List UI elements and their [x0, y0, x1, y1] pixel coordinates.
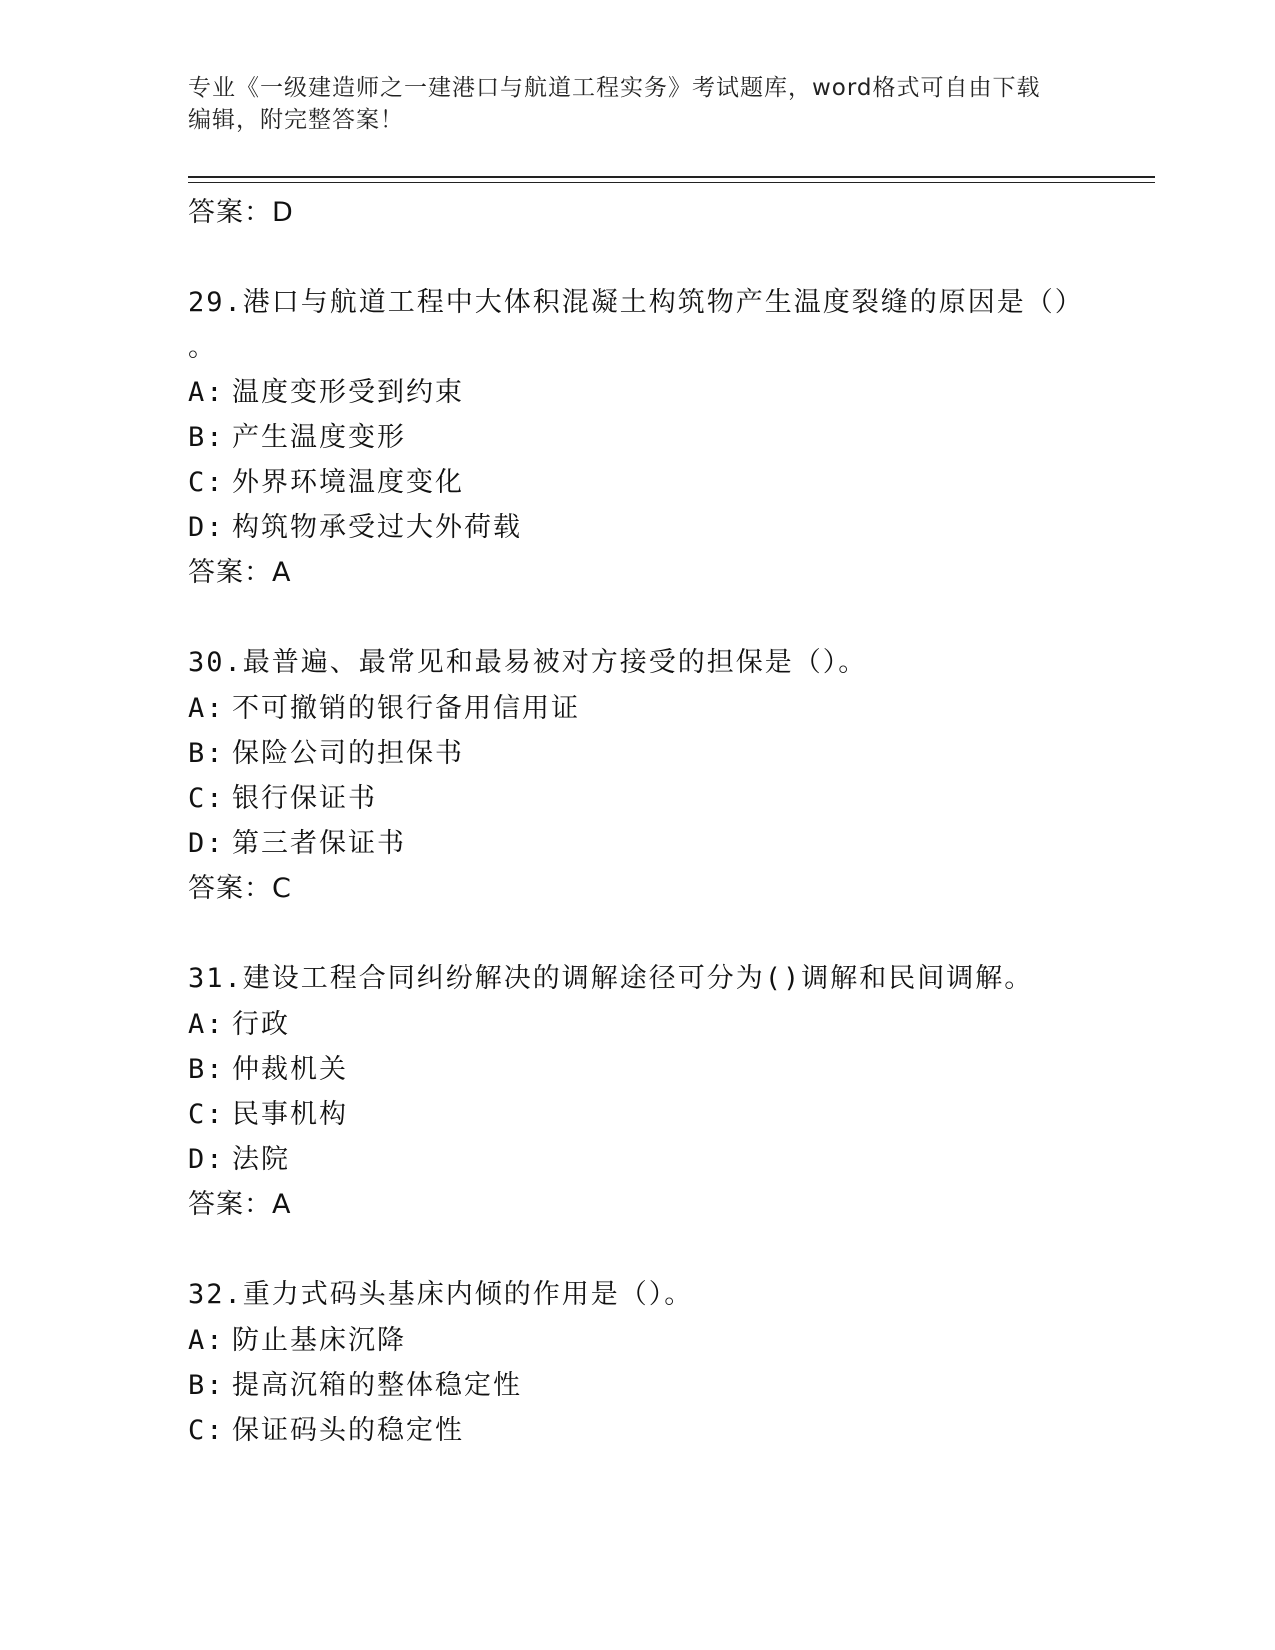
option-key: D:: [188, 828, 225, 859]
option-d: [188, 821, 1148, 866]
spacer: [188, 236, 1148, 280]
header-title-line1: 专业《一级建造师之一建港口与航道工程实务》考试题库，word格式可自由下载: [188, 75, 1041, 101]
option-text: 法院: [232, 1144, 290, 1175]
header-divider-thick: [188, 176, 1155, 178]
question-30: [188, 640, 1148, 956]
option-key: B:: [188, 1370, 225, 1401]
option-c: [188, 1408, 1148, 1453]
option-text: 产生温度变形: [232, 422, 406, 453]
option-key: B:: [188, 1054, 225, 1085]
spacer: [188, 1228, 1148, 1272]
option-text: 银行保证书: [232, 783, 377, 814]
question-32: [188, 1272, 1148, 1453]
option-key: A:: [188, 1325, 225, 1356]
option-key: C:: [188, 1099, 225, 1130]
option-text: 提高沉箱的整体稳定性: [232, 1370, 522, 1401]
question-31: [188, 956, 1148, 1272]
option-text: 保险公司的担保书: [232, 738, 464, 769]
question-text: 30.最普遍、最常见和最易被对方接受的担保是（）。: [188, 647, 868, 678]
option-text: 仲裁机关: [232, 1054, 348, 1085]
option-key: A:: [188, 1009, 225, 1040]
option-key: D:: [188, 512, 225, 543]
option-b: [188, 1047, 1148, 1092]
option-key: C:: [188, 1415, 225, 1446]
option-key: B:: [188, 738, 225, 769]
option-text: 行政: [232, 1009, 290, 1040]
question-29: [188, 280, 1148, 640]
question-list: [188, 190, 1148, 1453]
option-key: B:: [188, 422, 225, 453]
header-divider-thin: [188, 182, 1155, 183]
option-key: C:: [188, 467, 225, 498]
option-b: [188, 731, 1148, 776]
option-d: [188, 1137, 1148, 1182]
answer: 答案：A: [188, 557, 292, 588]
option-key: D:: [188, 1144, 225, 1175]
option-key: A:: [188, 377, 225, 408]
option-key: A:: [188, 693, 225, 724]
option-a: [188, 370, 1148, 415]
option-c: [188, 460, 1148, 505]
answer: 答案：C: [188, 873, 292, 904]
option-a: [188, 686, 1148, 731]
answer: 答案：A: [188, 1189, 292, 1220]
option-text: 温度变形受到约束: [232, 377, 464, 408]
option-text: 不可撤销的银行备用信用证: [232, 693, 580, 724]
option-c: [188, 1092, 1148, 1137]
option-b: [188, 1363, 1148, 1408]
question-text: 31.建设工程合同纠纷解决的调解途径可分为()调解和民间调解。: [188, 963, 1034, 994]
option-text: 防止基床沉降: [232, 1325, 406, 1356]
option-c: [188, 776, 1148, 821]
previous-answer: 答案：D: [188, 197, 294, 228]
document-header: [188, 72, 1068, 136]
option-text: 外界环境温度变化: [232, 467, 464, 498]
spacer: [188, 596, 1148, 640]
question-text-continued: 。: [188, 332, 217, 363]
option-a: [188, 1318, 1148, 1363]
question-text: 32.重力式码头基床内倾的作用是（）。: [188, 1279, 694, 1310]
option-key: C:: [188, 783, 225, 814]
option-d: [188, 505, 1148, 550]
question-text: 29.港口与航道工程中大体积混凝土构筑物产生温度裂缝的原因是（）: [188, 287, 1084, 318]
option-text: 民事机构: [232, 1099, 348, 1130]
option-b: [188, 415, 1148, 460]
option-text: 构筑物承受过大外荷载: [232, 512, 522, 543]
option-text: 保证码头的稳定性: [232, 1415, 464, 1446]
option-text: 第三者保证书: [232, 828, 406, 859]
spacer: [188, 912, 1148, 956]
option-a: [188, 1002, 1148, 1047]
header-title-line2: 编辑，附完整答案！: [188, 107, 404, 133]
